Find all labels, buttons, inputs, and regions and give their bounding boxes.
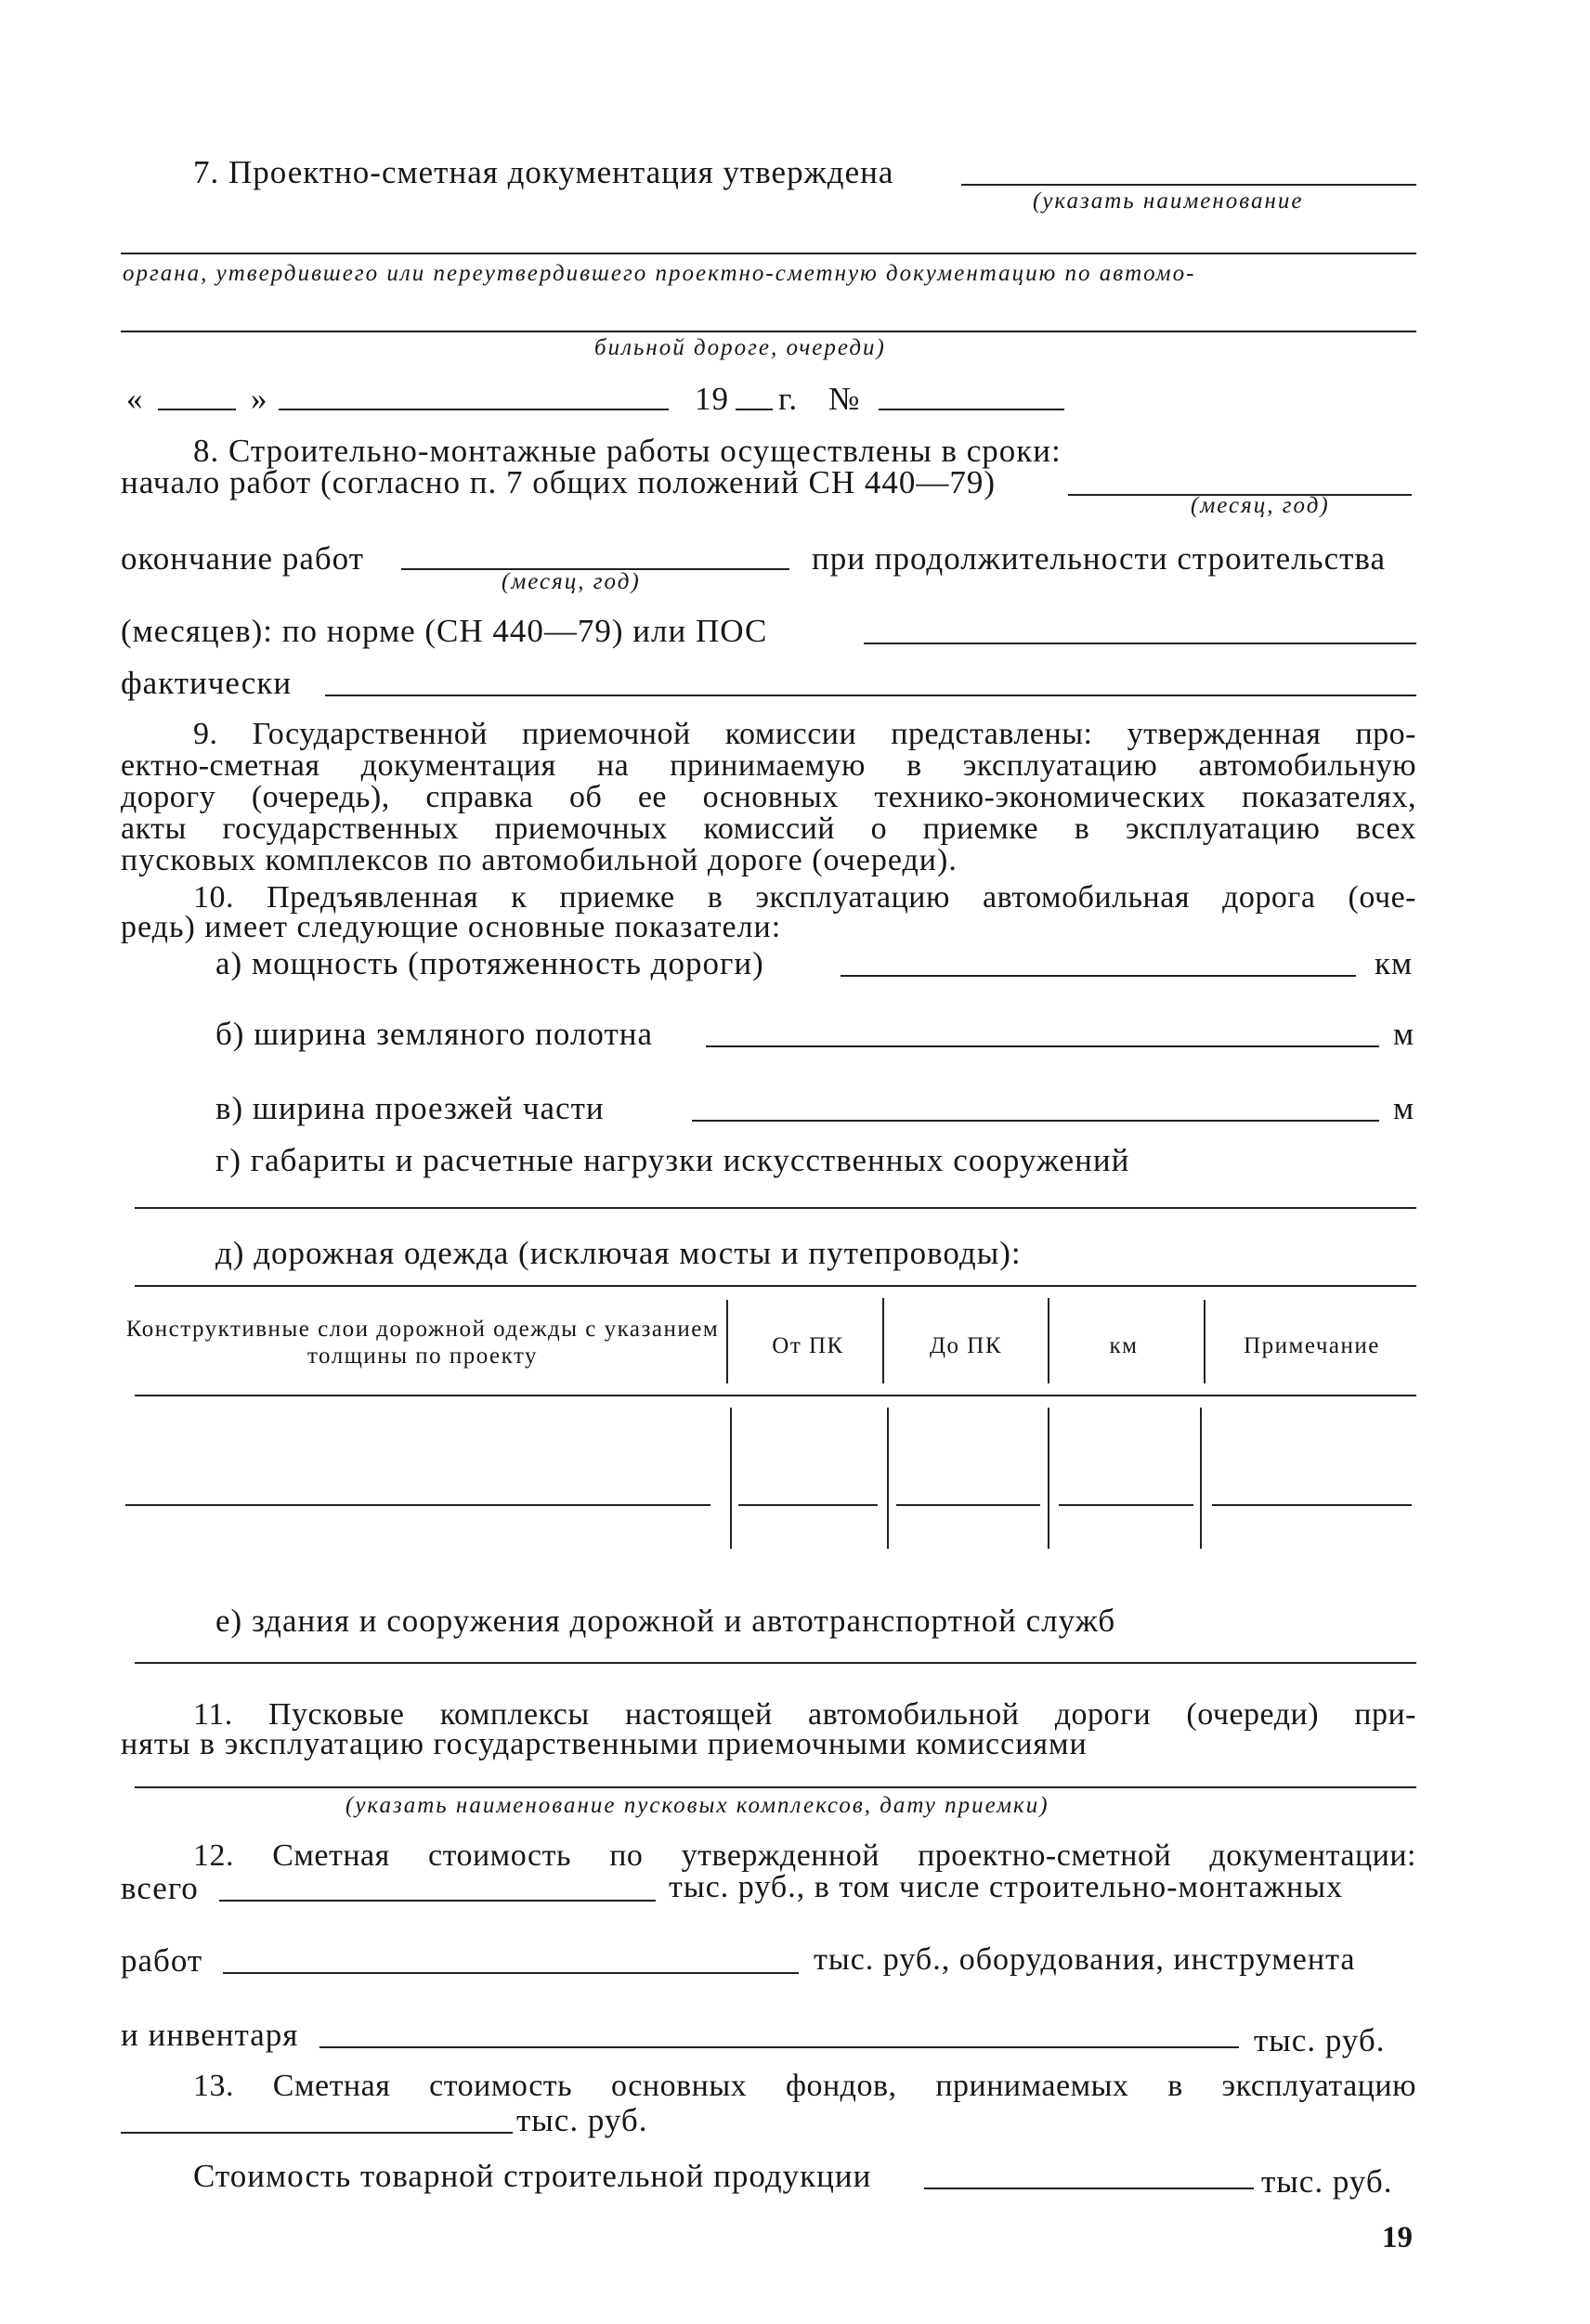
s9-line-4: акты государственных приемочных комиссий о приемке в эксплуатацию всех: [121, 811, 1416, 846]
s9-line-3: дорогу (очередь), справка об ее основных технико-экономических показателях,: [121, 780, 1416, 814]
s10-d-label: д) дорожная одежда (исключая мосты и путепроводы):: [215, 1235, 1022, 1271]
page-number: 19: [1382, 2221, 1413, 2254]
s10-a-label: а) мощность (протяженность дороги): [215, 945, 764, 981]
s8-norm-blank[interactable]: [864, 643, 1416, 644]
s10-b-unit: м: [1393, 1016, 1415, 1052]
s10-g-blank[interactable]: [135, 1207, 1416, 1209]
s9-line-2: ектно-сметная документация на принимаемую в эксплуатацию автомобильную: [121, 748, 1416, 783]
s11-line-2: няты в эксплуатацию государственными приемочными комиссиями: [121, 1727, 1088, 1761]
s7-caption-2: органа, утвердившего или переутвердившего проектно-сметную документацию по автомо-: [123, 261, 1196, 286]
s10-line-1: 10. Предъявленная к приемке в эксплуатацию автомобильная дорога (оче-: [193, 880, 1416, 915]
s12-inventory-blank[interactable]: [319, 2046, 1239, 2048]
s12-inventory-tail: тыс. руб.: [1254, 2022, 1386, 2058]
s10-b-label: б) ширина земляного полотна: [215, 1016, 654, 1052]
s10-line-2: редь) имеет следующие основные показатели:: [121, 910, 782, 944]
s12-works: работ: [121, 1942, 203, 1979]
s12-works-blank[interactable]: [223, 1972, 799, 1974]
table-header-rule: [135, 1395, 1416, 1396]
s13-commodity-tail: тыс. руб.: [1261, 2163, 1393, 2200]
s12-all-blank[interactable]: [219, 1900, 656, 1902]
s7-year-suffix: г.: [778, 381, 799, 417]
s7-caption-1: (указать наименование: [1033, 188, 1304, 214]
s12-works-tail: тыс. руб., оборудования, инструмента: [814, 1942, 1356, 1977]
table-row-blank[interactable]: [125, 1504, 710, 1506]
s7-blank-1[interactable]: [961, 184, 1416, 186]
table-header-to-pk: До ПК: [929, 1333, 1003, 1358]
s13-line-1: 13. Сметная стоимость основных фондов, принимаемых в эксплуатацию: [193, 2069, 1416, 2103]
s10-e-blank[interactable]: [135, 1662, 1416, 1664]
table-row-blank[interactable]: [896, 1504, 1040, 1506]
table-header-note: Примечание: [1244, 1333, 1380, 1358]
s10-e-label: е) здания и сооружения дорожной и автотранспортной служб: [215, 1603, 1116, 1639]
table-top-rule: [135, 1285, 1416, 1287]
table-divider: [1048, 1298, 1049, 1383]
s8-actual: фактически: [121, 665, 293, 701]
table-divider: [1204, 1300, 1206, 1383]
s8-actual-blank[interactable]: [325, 695, 1416, 696]
s12-all: всего: [121, 1870, 199, 1906]
s13-blank[interactable]: [121, 2132, 513, 2134]
table-divider: [726, 1300, 728, 1383]
s7-year-blank[interactable]: [736, 409, 773, 410]
table-row-blank[interactable]: [1059, 1504, 1193, 1506]
table-header-km: км: [1109, 1333, 1139, 1358]
s10-v-blank[interactable]: [692, 1120, 1379, 1122]
s7-year: 19: [695, 381, 729, 417]
table-divider: [730, 1408, 732, 1549]
s8-caption-start: (месяц, год): [1191, 493, 1330, 518]
s8-line-2: начало работ (согласно п. 7 общих положений СН 440—79): [121, 464, 997, 500]
s7-blank-3[interactable]: [121, 331, 1416, 332]
s7-date-close: »: [251, 381, 268, 417]
s12-inventory: и инвентаря: [121, 2017, 299, 2053]
s11-line-1: 11. Пусковые комплексы настоящей автомобильной дороги (очереди) при-: [193, 1697, 1416, 1732]
s8-caption-end: (месяц, год): [502, 569, 641, 594]
s12-all-tail: тыс. руб., в том числе строительно-монтажных: [669, 1870, 1344, 1904]
s13-tail: тыс. руб.: [516, 2102, 648, 2138]
s7-number-sign: №: [828, 381, 861, 417]
table-header-layers: Конструктивные слои дорожной одежды с указанием толщины по проекту: [125, 1317, 720, 1369]
s10-a-blank[interactable]: [841, 975, 1356, 977]
s13-commodity: Стоимость товарной строительной продукции: [193, 2158, 872, 2194]
s13-commodity-blank[interactable]: [924, 2188, 1254, 2189]
s7-day-blank[interactable]: [158, 409, 236, 410]
table-divider: [887, 1408, 889, 1549]
s10-b-blank[interactable]: [706, 1045, 1379, 1047]
s8-duration: при продолжительности строительства: [812, 540, 1387, 577]
table-divider: [1200, 1408, 1202, 1549]
s8-months: (месяцев): по норме (СН 440—79) или ПОС: [121, 613, 768, 649]
table-row-blank[interactable]: [738, 1504, 878, 1506]
s7-month-blank[interactable]: [279, 409, 669, 410]
s7-caption-3: бильной дороге, очереди): [594, 335, 886, 360]
s7-label: 7. Проектно-сметная документация утверждена: [193, 154, 894, 190]
s8-line-1: 8. Строительно-монтажные работы осуществлены в сроки:: [193, 433, 1062, 469]
s7-blank-2[interactable]: [121, 253, 1416, 254]
table-row-blank[interactable]: [1212, 1504, 1412, 1506]
s10-v-label: в) ширина проезжей части: [215, 1090, 605, 1126]
s7-number-blank[interactable]: [879, 409, 1064, 410]
s8-end-label: окончание работ: [121, 540, 365, 577]
s7-date-open: «: [126, 381, 144, 417]
table-divider: [1048, 1408, 1049, 1549]
s10-a-unit: км: [1375, 945, 1414, 981]
s11-caption: (указать наименование пусковых комплексов, дату приемки): [345, 1793, 1049, 1818]
s9-line-5: пусковых комплексов по автомобильной дороге (очереди).: [121, 843, 958, 877]
s10-v-unit: м: [1393, 1090, 1415, 1126]
table-header-from-pk: От ПК: [772, 1333, 844, 1358]
s9-line-1: 9. Государственной приемочной комиссии представлены: утвержденная про-: [193, 717, 1416, 751]
s11-blank[interactable]: [135, 1786, 1416, 1788]
s12-line-1: 12. Сметная стоимость по утвержденной проектно-сметной документации:: [193, 1838, 1416, 1873]
s10-g-label: г) габариты и расчетные нагрузки искусственных сооружений: [215, 1142, 1130, 1178]
table-divider: [882, 1298, 884, 1383]
